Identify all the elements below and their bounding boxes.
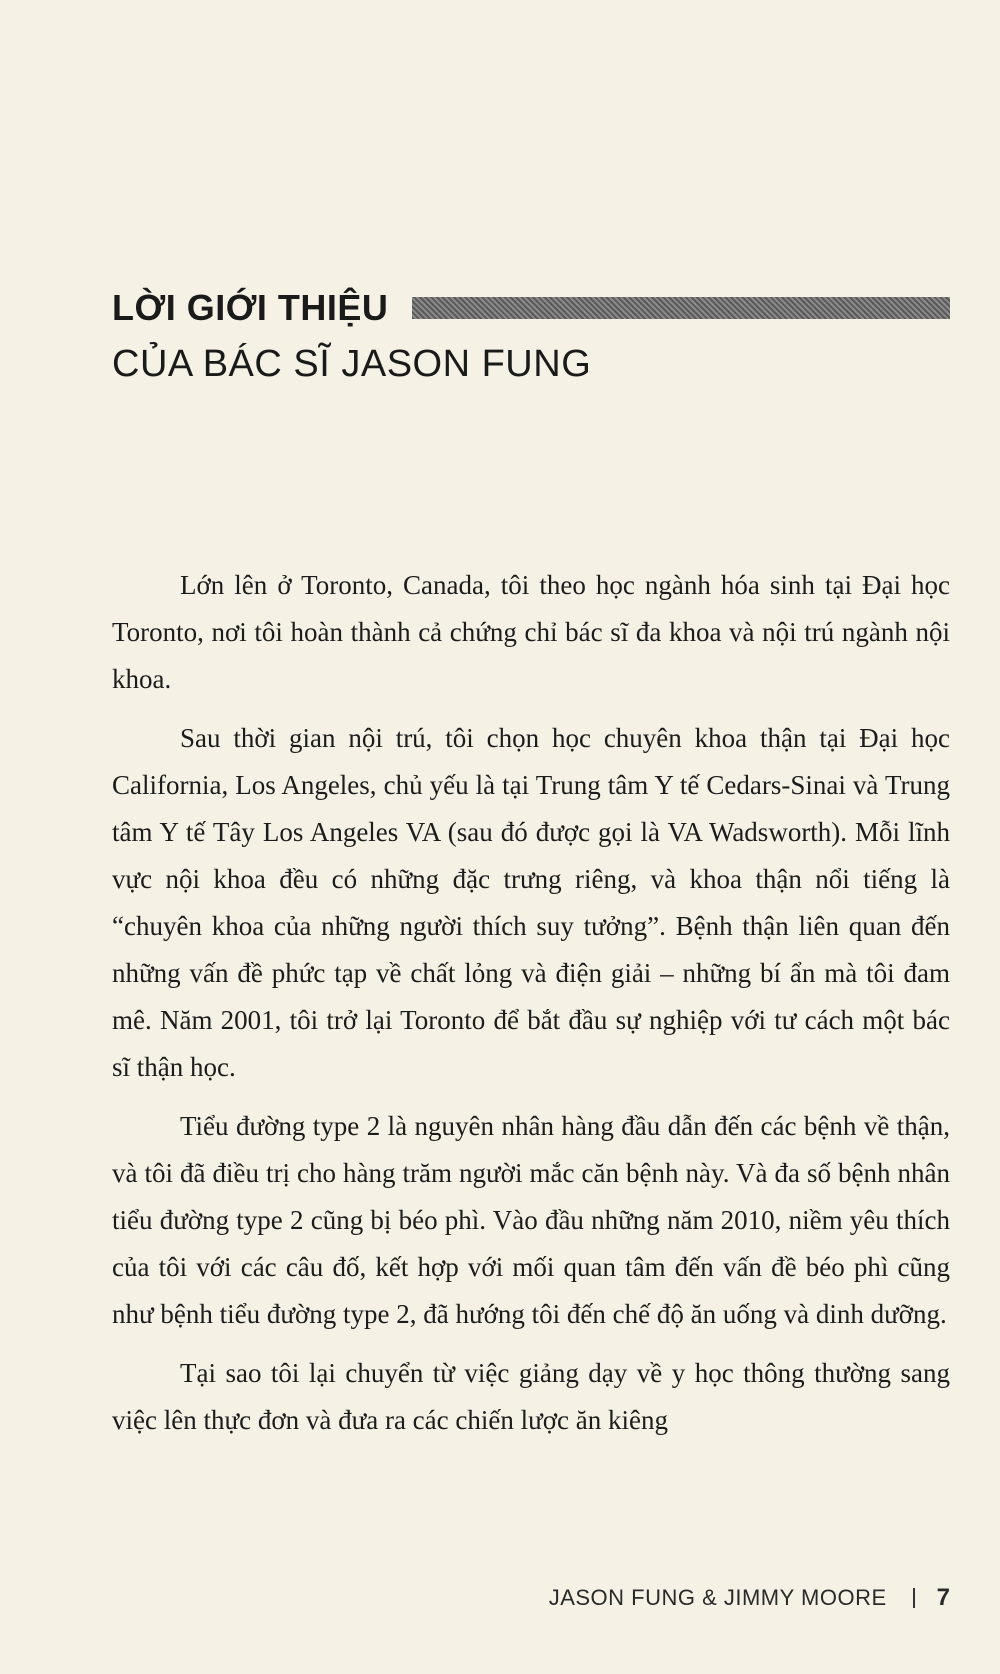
paragraph: Lớn lên ở Toronto, Canada, tôi theo học ngành hóa sinh tại Đại học Toronto, nơi tôi hoàn thành cả chứng chỉ bác sĩ đa khoa và nội trú ngành nội khoa. [112, 570, 950, 694]
page-number: 7 [936, 1584, 950, 1611]
paragraph: Tiểu đường type 2 là nguyên nhân hàng đầu dẫn đến các bệnh về thận, và tôi đã điều trị cho hàng trăm người mắc căn bệnh này. Và đa số bệnh nhân tiểu đường type 2 cũng bị béo phì. Vào đầu những năm 2010, niềm yêu thích của tôi với các câu đố, kết hợp với mối quan tâm đến vấn đề béo phì cũng như bệnh tiểu đường type 2, đã hướng tôi đến chế độ ăn uống và dinh dưỡng. [112, 1111, 950, 1329]
title-row [112, 283, 950, 333]
chapter-subtitle: CỦA BÁC SĨ JASON FUNG [112, 343, 592, 385]
chapter-title: LỜI GIỚI THIỆU [112, 287, 389, 328]
footer-divider [913, 1588, 915, 1608]
paragraph: Tại sao tôi lại chuyển từ việc giảng dạy về y học thông thường sang việc lên thực đơn và đưa ra các chiến lược ăn kiêng [112, 1358, 950, 1435]
chapter-heading [112, 283, 950, 386]
footer-authors: JASON FUNG & JIMMY MOORE [548, 1585, 887, 1610]
decorative-title-bar [412, 297, 950, 319]
paragraph: Sau thời gian nội trú, tôi chọn học chuyên khoa thận tại Đại học California, Los Angeles, chủ yếu là tại Trung tâm Y tế Cedars-Sinai và Trung tâm Y tế Tây Los Angeles VA (sau đó được gọi là VA Wadsworth). Mỗi lĩnh vực nội khoa đều có những đặc trưng riêng, và khoa thận nổi tiếng là “chuyên khoa của những người thích suy tưởng”. Bệnh thận liên quan đến những vấn đề phức tạp về chất lỏng và điện giải – những bí ẩn mà tôi đam mê. Năm 2001, tôi trở lại Toronto để bắt đầu sự nghiệp với tư cách một bác sĩ thận học. [112, 723, 950, 1082]
page-footer [540, 1584, 950, 1612]
body-text [112, 562, 950, 1456]
